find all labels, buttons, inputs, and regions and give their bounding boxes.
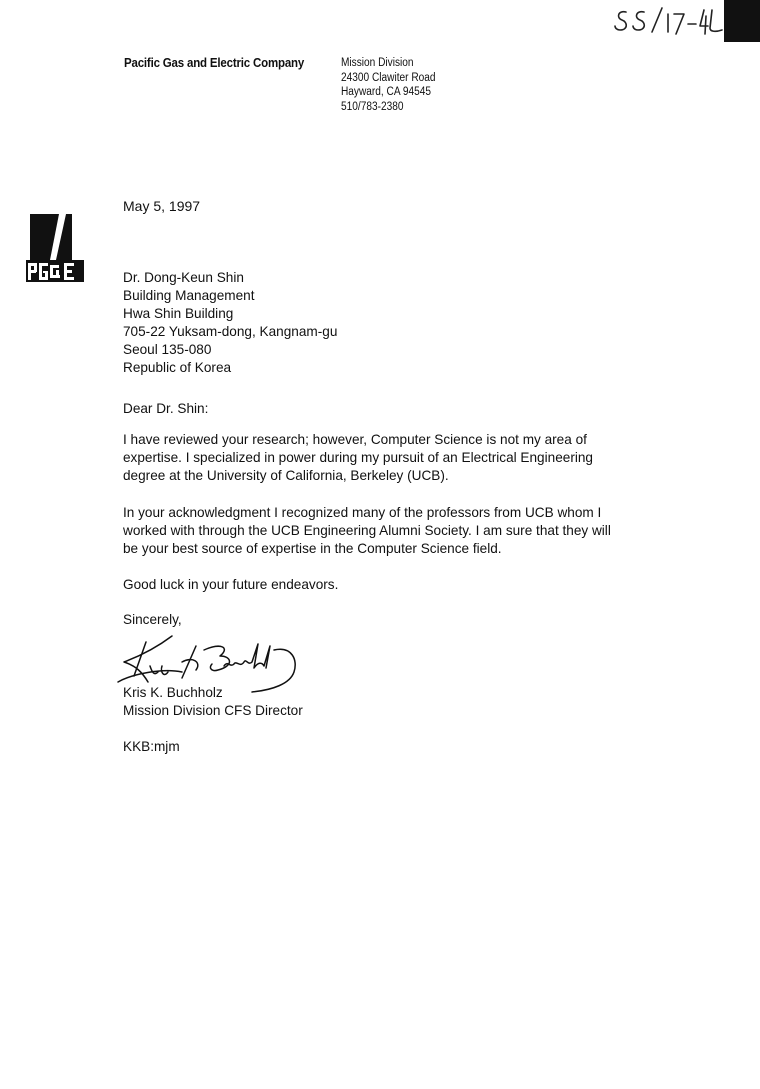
paragraph-line: be your best source of expertise in the Computer Science field. bbox=[123, 541, 502, 556]
scan-corner-mark bbox=[724, 0, 760, 42]
recipient-address bbox=[123, 269, 337, 377]
address-city: Hayward, CA 94545 bbox=[341, 86, 432, 98]
body-paragraph bbox=[123, 431, 683, 485]
company-address bbox=[341, 56, 436, 114]
recipient-line: Republic of Korea bbox=[123, 360, 232, 375]
handwritten-note bbox=[612, 2, 724, 42]
address-street: 24300 Clawiter Road bbox=[341, 71, 436, 84]
signer-title: Mission Division CFS Director bbox=[123, 703, 303, 718]
paragraph-line: degree at the University of California, Berkeley (UCB). bbox=[123, 468, 449, 483]
pge-logo bbox=[26, 212, 84, 282]
recipient-line: Building Management bbox=[123, 288, 255, 303]
recipient-line: Dr. Dong-Keun Shin bbox=[123, 270, 244, 285]
paragraph-line: expertise. I specialized in power during my pursuit of an Electrical Engineering bbox=[123, 450, 593, 465]
reference-initials: KKB:mjm bbox=[123, 739, 180, 754]
closing: Sincerely, bbox=[123, 612, 182, 627]
body-paragraph bbox=[123, 576, 683, 594]
salutation: Dear Dr. Shin: bbox=[123, 401, 209, 416]
company-name: Pacific Gas and Electric Company bbox=[124, 56, 305, 70]
paragraph-line: I have reviewed your research; however, Computer Science is not my area of bbox=[123, 432, 587, 447]
address-phone: 510/783-2380 bbox=[341, 100, 404, 113]
paragraph-line: worked with through the UCB Engineering Alumni Society. I am sure that they will bbox=[123, 523, 611, 538]
recipient-line: Hwa Shin Building bbox=[123, 306, 234, 321]
letter-date: May 5, 1997 bbox=[123, 198, 201, 214]
recipient-line: 705-22 Yuksam-dong, Kangnam-gu bbox=[123, 324, 338, 339]
paragraph-line: In your acknowledgment I recognized many of the professors from UCB whom I bbox=[123, 505, 602, 520]
signer-name: Kris K. Buchholz bbox=[123, 685, 223, 700]
body-paragraph bbox=[123, 504, 683, 558]
recipient-line: Seoul 135-080 bbox=[123, 342, 212, 357]
address-division: Mission Division bbox=[341, 57, 414, 69]
paragraph-line: Good luck in your future endeavors. bbox=[123, 577, 339, 592]
